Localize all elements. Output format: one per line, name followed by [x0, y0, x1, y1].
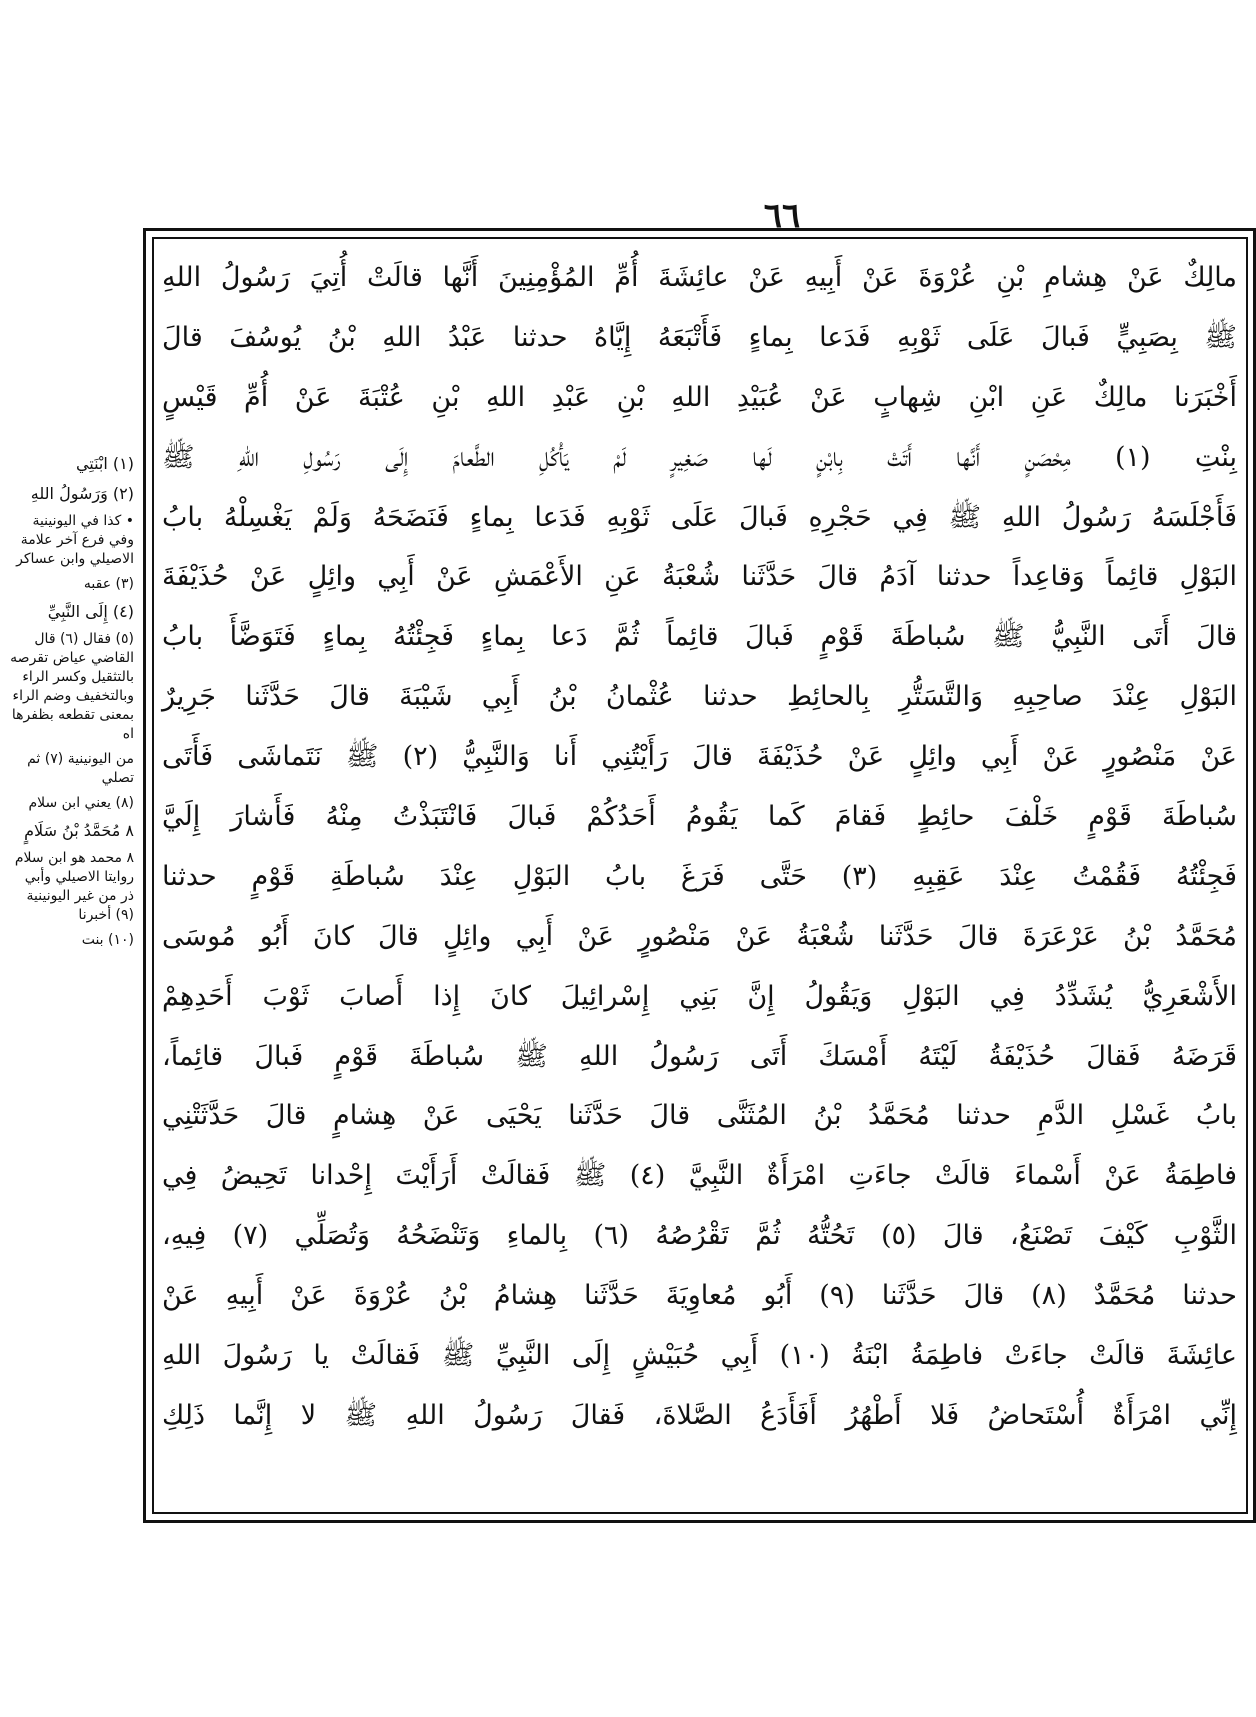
text-line: قَرَضَهُ فَقالَ حُذَيْفَةُ لَيْتَهُ أَمْسَكَ أَتَى رَسُولُ اللهِ ﷺ سُباطَةَ قَوْمٍ فَبالَ قائِماً،: [162, 1040, 1237, 1072]
text-line: الثَّوْبِ كَيْفَ تَصْنَعُ، قالَ (٥) تَحُتُّهُ ثُمَّ تَقْرُصُهُ (٦) بِالماءِ وَتَنْضَحُهُ وَتُصَلِّي (٧) فِيهِ،: [162, 1220, 1238, 1252]
text-line: سُباطَةَ قَوْمٍ خَلْفَ حائِطٍ فَقامَ كَما يَقُومُ أَحَدُكُمْ فَبالَ فَانْتَبَذْتُ مِنْهُ فَأَشارَ إِلَيَّ: [162, 801, 1237, 833]
text-line: فَأَجْلَسَهُ رَسُولُ اللهِ ﷺ فِي حَجْرِهِ فَبالَ عَلَى ثَوْبِهِ فَدَعا بِماءٍ فَنَضَحَهُ وَلَمْ يَغْسِلْهُ بابُ: [162, 501, 1237, 533]
margin-notes: [10, 452, 134, 956]
margin-note: (٢) وَرَسُولُ اللهِ: [30, 484, 134, 503]
text-line: فاطِمَةُ عَنْ أَسْماءَ قالَتْ جاءَتِ امْرَأَةٌ النَّبِيَّ (٤) ﷺ فَقالَتْ أَرَأَيْتَ إِحْدانا تَحِيضُ فِي: [162, 1160, 1237, 1192]
text-line: قالَ أَتَى النَّبِيُّ ﷺ سُباطَةَ قَوْمٍ فَبالَ قائِماً ثُمَّ دَعا بِماءٍ فَجِئْتُهُ بِماءٍ فَتَوَضَّأَ بابُ: [162, 621, 1237, 653]
margin-note: ٨ مُحَمَّدُ بْنُ سَلَامٍ: [24, 821, 134, 840]
text-line: بابُ غَسْلِ الدَّمِ حدثنا مُحَمَّدُ بْنُ المُثَنَّى قالَ حَدَّثَنا يَحْيَى عَنْ هِشامٍ قالَ حَدَّثَتْنِي: [162, 1100, 1237, 1132]
margin-note: (٨) يعني ابن سلام: [28, 795, 134, 811]
margin-note: (٤) إِلَى النَّبِيِّ: [47, 602, 134, 621]
text-line: مُحَمَّدُ بْنُ عَرْعَرَةَ قالَ حَدَّثَنا شُعْبَةُ عَنْ مَنْصُورٍ عَنْ أَبِي وائِلٍ قالَ كانَ أَبُو مُوسَى: [162, 920, 1237, 952]
margin-note: من اليونينية (٧) ثم تصلي: [27, 751, 134, 786]
margin-note: (١٠) بنت: [81, 932, 134, 948]
text-line: البَوْلِ قائِماً وَقاعِداً حدثنا آدَمُ قالَ حَدَّثَنا شُعْبَةُ عَنِ الأَعْمَشِ عَنْ أَبِي وائِلٍ عَنْ حُذَيْفَةَ: [162, 561, 1237, 593]
text-line: مالِكٌ عَنْ هِشامِ بْنِ عُرْوَةَ عَنْ أَبِيهِ عَنْ عائِشَةَ أُمِّ المُؤْمِنِينَ أَنَّها قالَتْ أُتِيَ رَسُولُ اللهِ: [162, 262, 1237, 293]
text-line: فَجِئْتُهُ فَقُمْتُ عِنْدَ عَقِبِهِ (٣) حَتَّى فَرَغَ بابُ البَوْلِ عِنْدَ سُباطَةِ قَوْمٍ حدثنا: [162, 860, 1237, 892]
margin-note: (١) ابْنَتِي: [75, 454, 134, 473]
margin-note: (٣) عقبه: [83, 576, 134, 592]
margin-note: ٨ محمد هو ابن سلام روايتا الاصيلي وأبي ذر من غير اليونينية (٩) أخبرنا: [14, 850, 134, 923]
page-number: ٦٦: [763, 196, 801, 236]
main-text-block: [162, 248, 1237, 1506]
text-line: عائِشَةَ قالَتْ جاءَتْ فاطِمَةُ ابْنَةُ (١٠) أَبِي حُبَيْشٍ إِلَى النَّبِيِّ ﷺ فَقالَتْ يا رَسُولَ اللهِ: [162, 1340, 1237, 1372]
text-line: أَخْبَرَنا مالِكٌ عَنِ ابْنِ شِهابٍ عَنْ عُبَيْدِ اللهِ بْنِ عَبْدِ اللهِ بْنِ عُتْبَةَ عَنْ أُمِّ قَيْسٍ: [162, 381, 1237, 413]
margin-note: (٥) فقال (٦) قال القاضي عياض تقرصه بالتثقيل وكسر الراء وبالتخفيف وضم الراء بمعنى تقطعه بظفرها اه: [10, 631, 134, 742]
margin-note: • كذا في اليونينية وفي فرع آخر علامة الاصيلي وابن عساكر: [16, 513, 134, 567]
text-line: بِنْتِ (١) مِحْصَنٍ أَنَّها أَتَتْ بِابْنٍ لَها صَغِيرٍ لَمْ يَأْكُلِ الطَّعامَ إِلَى رَسُولِ اللهِ ﷺ: [162, 441, 1237, 473]
text-line: الأَشْعَرِيُّ يُشَدِّدُ فِي البَوْلِ وَيَقُولُ إِنَّ بَنِي إِسْرائِيلَ كانَ إِذا أَصابَ ثَوْبَ أَحَدِهِمْ: [162, 980, 1237, 1012]
text-line: إِنِّي امْرَأَةٌ أُسْتَحاضُ فَلا أَطْهُرُ أَفَأَدَعُ الصَّلاةَ، فَقالَ رَسُولُ اللهِ ﷺ لا إِنَّما ذَلِكِ: [162, 1399, 1237, 1431]
text-line: البَوْلِ عِنْدَ صاحِبِهِ وَالتَّسَتُّرِ بِالحائِطِ حدثنا عُثْمانُ بْنُ أَبِي شَيْبَةَ قالَ حَدَّثَنا جَرِيرٌ: [162, 681, 1237, 713]
text-line: عَنْ مَنْصُورٍ عَنْ أَبِي وائِلٍ عَنْ حُذَيْفَةَ قالَ رَأَيْتُنِي أَنا وَالنَّبِيُّ (٢) ﷺ نَتَماشَى فَأَتَى: [162, 741, 1237, 773]
text-line: ﷺ بِصَبِيٍّ فَبالَ عَلَى ثَوْبِهِ فَدَعا بِماءٍ فَأَتْبَعَهُ إِيَّاهُ حدثنا عَبْدُ اللهِ بْنُ يُوسُفَ قالَ: [162, 321, 1237, 353]
text-line: حدثنا مُحَمَّدٌ (٨) قالَ حَدَّثَنا (٩) أَبُو مُعاوِيَةَ حَدَّثَنا هِشامُ بْنُ عُرْوَةَ عَنْ أَبِيهِ عَنْ: [162, 1280, 1237, 1312]
